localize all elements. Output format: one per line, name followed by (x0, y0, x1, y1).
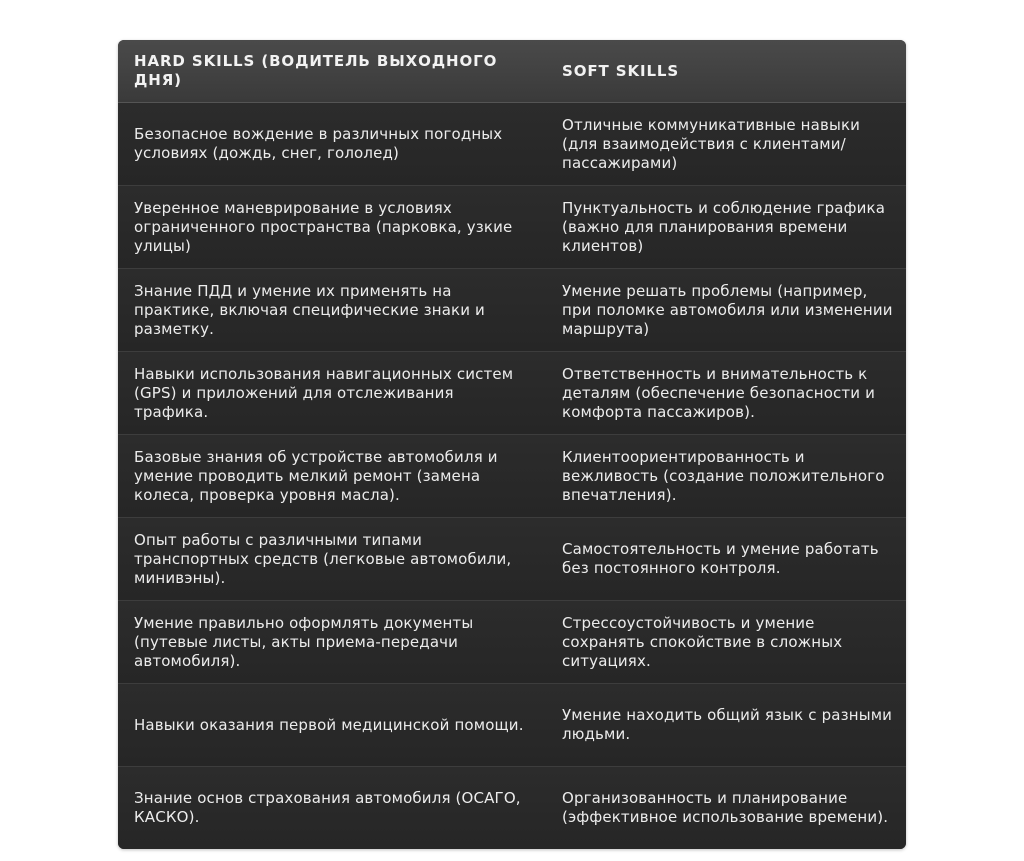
hard-skill-cell: Навыки оказания первой медицинской помощи. (134, 715, 524, 734)
hard-skill-cell: Знание основ страхования автомобиля (ОСАГО, КАСКО). (134, 789, 521, 826)
table-row (118, 601, 906, 684)
hard-skill-cell: Уверенное маневрирование в условиях ограниченного пространства (парковка, узкие улицы) (134, 198, 513, 255)
soft-skill-cell: Стрессоустойчивость и умение сохранять спокойствие в сложных ситуациях. (562, 613, 843, 670)
table-row (118, 103, 906, 186)
header-soft-skills: SOFT SKILLS (562, 61, 680, 80)
header-hard-skills: HARD SKILLS (ВОДИТЕЛЬ ВЫХОДНОГО ДНЯ) (134, 52, 498, 89)
soft-skill-cell: Клиентоориентированность и вежливость (создание положительного впечатления). (562, 447, 885, 504)
table-row (118, 186, 906, 269)
soft-skill-cell: Умение решать проблемы (например, при поломке автомобиля или изменении маршрута) (562, 281, 893, 338)
table-row (118, 684, 906, 767)
table-row (118, 352, 906, 435)
soft-skill-cell: Пунктуальность и соблюдение графика (важно для планирования времени клиентов) (562, 198, 886, 255)
soft-skill-cell: Организованность и планирование (эффективное использование времени). (562, 789, 889, 826)
table-row (118, 767, 906, 849)
hard-skill-cell: Базовые знания об устройстве автомобиля и умение проводить мелкий ремонт (замена колеса, проверка уровня масла). (134, 447, 498, 504)
table-row (118, 269, 906, 352)
table-row (118, 518, 906, 601)
soft-skill-cell: Отличные коммуникативные навыки (для взаимодействия с клиентами/ пассажирами) (562, 115, 861, 172)
soft-skill-cell: Самостоятельность и умение работать без постоянного контроля. (562, 540, 879, 577)
table-row (118, 435, 906, 518)
hard-skill-cell: Опыт работы с различными типами транспортных средств (легковые автомобили, минивэны). (134, 530, 512, 587)
hard-skill-cell: Навыки использования навигационных систем (GPS) и приложений для отслеживания трафика. (134, 364, 514, 421)
hard-skill-cell: Безопасное вождение в различных погодных условиях (дождь, снег, гололед) (134, 125, 503, 162)
soft-skill-cell: Умение находить общий язык с разными людьми. (562, 706, 893, 743)
table-header-row (118, 40, 906, 103)
hard-skill-cell: Знание ПДД и умение их применять на практике, включая специфические знаки и разметку. (134, 281, 485, 338)
skills-table (118, 40, 906, 849)
soft-skill-cell: Ответственность и внимательность к деталям (обеспечение безопасности и комфорта пассажиров). (562, 364, 876, 421)
hard-skill-cell: Умение правильно оформлять документы (путевые листы, акты приема-передачи автомобиля). (134, 613, 474, 670)
